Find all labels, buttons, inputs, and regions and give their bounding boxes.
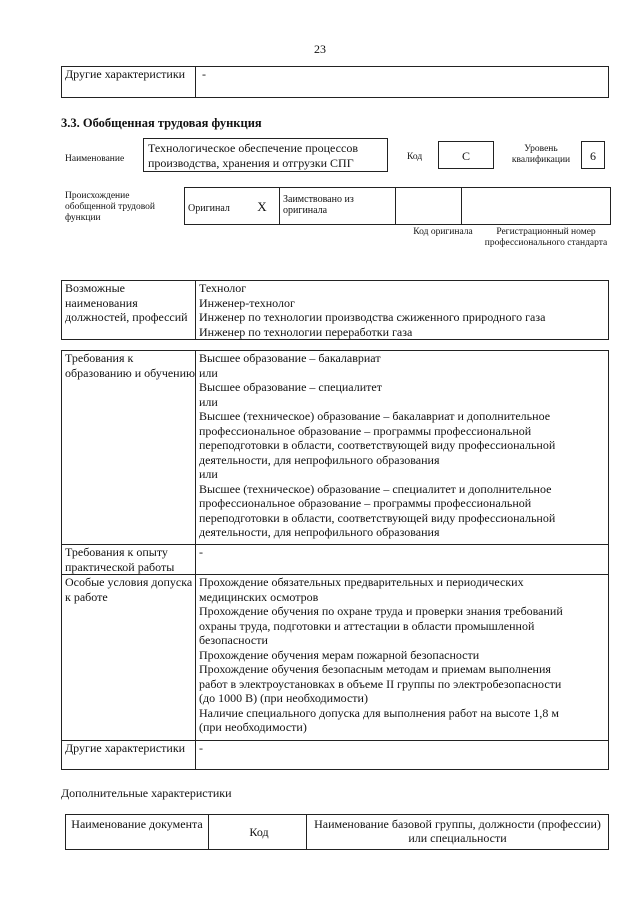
special-condition-line: Прохождение обязательных предварительных и периодических	[199, 575, 524, 589]
education-line: профессиональное образование – программы профессиональной	[199, 423, 532, 438]
special-conditions-label: Особые условия допуска к работе	[62, 575, 196, 741]
original-mark: X	[242, 188, 280, 225]
positions-label: Возможные наименования должностей, профессий	[62, 281, 196, 340]
original-code-cell	[396, 188, 462, 225]
experience-label: Требования к опыту практической работы	[62, 545, 196, 575]
position-item: Инженер-технолог	[199, 295, 295, 310]
page-number: 23	[314, 42, 326, 56]
education-line: или	[199, 365, 218, 380]
education-line: или	[199, 394, 218, 409]
special-condition-line: работ в электроустановках в объеме II группы по электробезопасности	[199, 676, 562, 691]
additional-table	[65, 814, 609, 850]
col-group-header: Наименование базовой группы, должности (профессии) или специальности	[307, 815, 609, 850]
top-other-table	[61, 66, 609, 98]
special-condition-line: безопасности	[199, 633, 268, 647]
qualification-level-value: 6	[581, 141, 605, 169]
education-value	[196, 351, 609, 545]
special-condition-line: Прохождение обучения безопасным методам и приемам выполнения	[199, 662, 551, 676]
positions-table	[61, 280, 609, 340]
other-characteristics-label: Другие характеристики	[62, 741, 196, 770]
experience-value: -	[196, 545, 609, 575]
special-conditions-value	[196, 575, 609, 741]
special-condition-line: Прохождение обучения по охране труда и проверки знания требований	[199, 604, 563, 618]
requirements-table	[61, 350, 609, 770]
education-line: Высшее образование – специалитет	[199, 380, 382, 394]
position-item: Инженер по технологии производства сжиженного природного газа	[199, 310, 546, 324]
borrowed-label: Заимствовано из оригинала	[280, 188, 396, 225]
code-label: Код	[407, 152, 423, 162]
special-condition-line: Наличие специального допуска для выполнения работ на высоте 1,8 м	[199, 705, 560, 720]
education-line: профессиональное образование – программы профессиональной	[199, 496, 532, 510]
registration-number-caption: Регистрационный номер профессионального стандарта	[484, 227, 608, 248]
education-line: деятельности, для непрофильного образования	[199, 525, 440, 539]
code-value: С	[438, 141, 494, 169]
top-other-label: Другие характеристики	[62, 67, 196, 98]
section-title: 3.3. Обобщенная трудовая функция	[61, 116, 262, 130]
function-name-value: Технологическое обеспечение процессов производства, хранения и отгрузки СПГ	[143, 138, 388, 172]
original-code-caption: Код оригинала	[413, 227, 473, 237]
position-item: Технолог	[199, 281, 247, 295]
education-line: или	[199, 467, 218, 481]
special-condition-line: охраны труда, подготовки и аттестации в области промышленной	[199, 618, 535, 633]
top-other-value: -	[196, 67, 609, 98]
function-name-label: Наименование	[65, 154, 125, 164]
education-line: Высшее (техническое) образование – бакалавриат и дополнительное	[199, 409, 551, 423]
col-document-header: Наименование документа	[66, 815, 209, 850]
other-characteristics-value: -	[196, 741, 609, 770]
special-condition-line: Прохождение обучения мерам пожарной безопасности	[199, 647, 480, 662]
position-item: Инженер по технологии переработки газа	[199, 324, 413, 339]
origin-label: Происхождение обобщенной трудовой функции	[65, 191, 155, 223]
qualification-level-label: Уровень квалификации	[511, 144, 571, 165]
education-line: переподготовки в области, соответствующей виду профессиональной	[199, 510, 556, 525]
education-line: Высшее образование – бакалавриат	[199, 351, 381, 365]
col-code-header: Код	[209, 815, 307, 850]
origin-table	[184, 187, 611, 225]
education-line: деятельности, для непрофильного образования	[199, 452, 440, 467]
additional-title: Дополнительные характеристики	[61, 786, 232, 800]
special-condition-line: (при необходимости)	[199, 720, 307, 734]
special-condition-line: (до 1000 В) (при необходимости)	[199, 691, 368, 705]
special-condition-line: медицинских осмотров	[199, 589, 319, 604]
positions-list	[196, 281, 609, 340]
registration-number-cell	[462, 188, 611, 225]
education-line: переподготовки в области, соответствующей виду профессиональной	[199, 438, 556, 452]
education-label: Требования к образованию и обучению	[62, 351, 196, 545]
education-line: Высшее (техническое) образование – специалитет и дополнительное	[199, 481, 552, 496]
original-label: Оригинал	[185, 188, 243, 225]
